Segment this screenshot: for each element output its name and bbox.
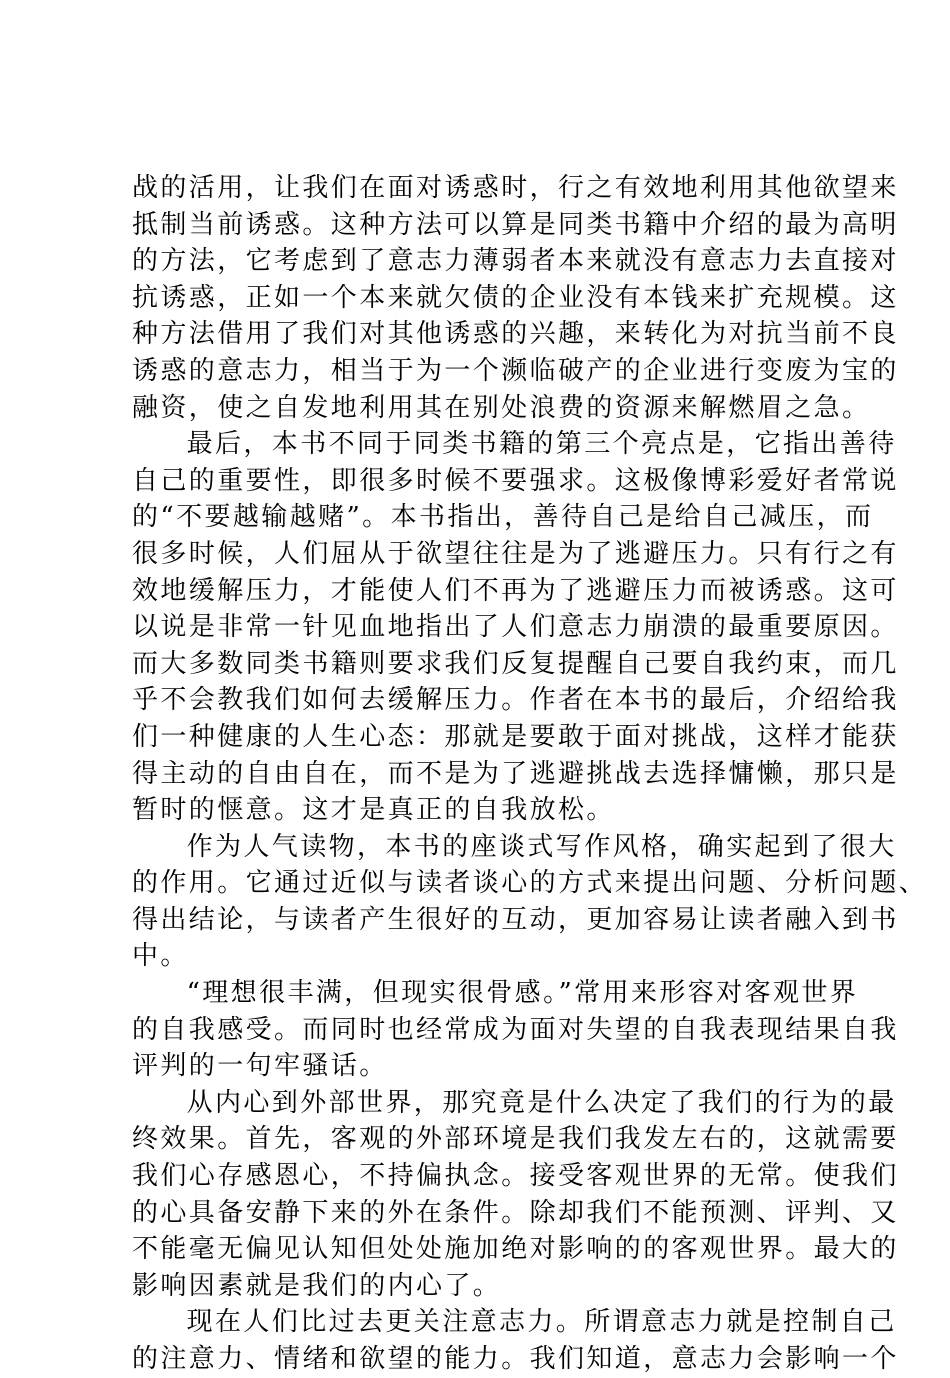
document-page [132, 170, 928, 1378]
text-line: 乎不会教我们如何去缓解压力。作者在本书的最后，介绍给我 [132, 685, 899, 716]
paragraph-3 [132, 829, 928, 975]
text-line: 的心具备安静下来的外在条件。除却我们不能预测、评判、又 [132, 1197, 899, 1228]
text-line: 我们心存感恩心，不持偏执念。接受客观世界的无常。使我们 [132, 1161, 899, 1192]
text-line: 以说是非常一针见血地指出了人们意志力崩溃的最重要原因。 [132, 612, 899, 643]
text-line: “理想很丰满，但现实很骨感。”常用来形容对客观世界 [186, 978, 859, 1009]
text-line: 融资，使之自发地利用其在别处浪费的资源来解燃眉之急。 [132, 392, 871, 423]
paragraph-1 [132, 170, 899, 426]
text-line: 的注意力、情绪和欲望的能力。我们知道，意志力会影响一个 [132, 1344, 899, 1374]
text-line: 的作用。它通过近似与读者谈心的方式来提出问题、分析问题、 [132, 868, 928, 899]
text-line: 抵制当前诱惑。这种方法可以算是同类书籍中介绍的最为高明 [132, 209, 899, 240]
text-line: 很多时候，人们屈从于欲望往往是为了逃避压力。只有行之有 [132, 538, 899, 569]
text-line: 暂时的惬意。这才是真正的自我放松。 [132, 795, 615, 826]
text-line: 终效果。首先，客观的外部环境是我们我发左右的，这就需要 [132, 1124, 899, 1155]
text-line: 得主动的自由自在，而不是为了逃避挑战去选择慵懒，那只是 [132, 758, 899, 789]
text-line: 的“不要越输越赌”。本书指出，善待自己是给自己减压，而 [132, 502, 874, 533]
paragraph-2 [132, 426, 899, 829]
paragraph-4 [132, 975, 899, 1085]
text-line: 自己的重要性，即很多时候不要强求。这极像博彩爱好者常说 [132, 465, 899, 496]
text-line: 而大多数同类书籍则要求我们反复提醒自己要自我约束，而几 [132, 648, 899, 679]
text-line: 诱惑的意志力，相当于为一个濒临破产的企业进行变废为宝的 [132, 355, 899, 386]
text-line: 们一种健康的人生心态：那就是要敢于面对挑战，这样才能获 [132, 721, 899, 752]
text-line: 种方法借用了我们对其他诱惑的兴趣，来转化为对抗当前不良 [132, 319, 899, 350]
text-line: 现在人们比过去更关注意志力。所谓意志力就是控制自己 [186, 1307, 897, 1338]
text-line: 效地缓解压力，才能使人们不再为了逃避压力而被诱惑。这可 [132, 575, 899, 606]
text-line: 影响因素就是我们的内心了。 [132, 1270, 502, 1301]
text-line: 最后，本书不同于同类书籍的第三个亮点是，它指出善待 [186, 429, 897, 460]
text-line: 中。 [132, 941, 189, 972]
text-line: 评判的一句牢骚话。 [132, 1051, 388, 1082]
text-line: 得出结论，与读者产生很好的互动，更加容易让读者融入到书 [132, 904, 899, 935]
text-line: 抗诱惑，正如一个本来就欠债的企业没有本钱来扩充规模。这 [132, 282, 899, 313]
paragraph-5 [132, 1085, 899, 1305]
text-line: 战的活用，让我们在面对诱惑时，行之有效地利用其他欲望来 [132, 173, 899, 203]
paragraph-6 [132, 1304, 899, 1377]
text-line: 的方法，它考虑到了意志力薄弱者本来就没有意志力去直接对 [132, 246, 899, 277]
text-line: 不能毫无偏见认知但处处施加绝对影响的的客观世界。最大的 [132, 1234, 899, 1265]
text-line: 从内心到外部世界，那究竟是什么决定了我们的行为的最 [186, 1087, 897, 1118]
text-line: 的自我感受。而同时也经常成为面对失望的自我表现结果自我 [132, 1014, 899, 1045]
text-line: 作为人气读物，本书的座谈式写作风格，确实起到了很大 [186, 831, 897, 862]
